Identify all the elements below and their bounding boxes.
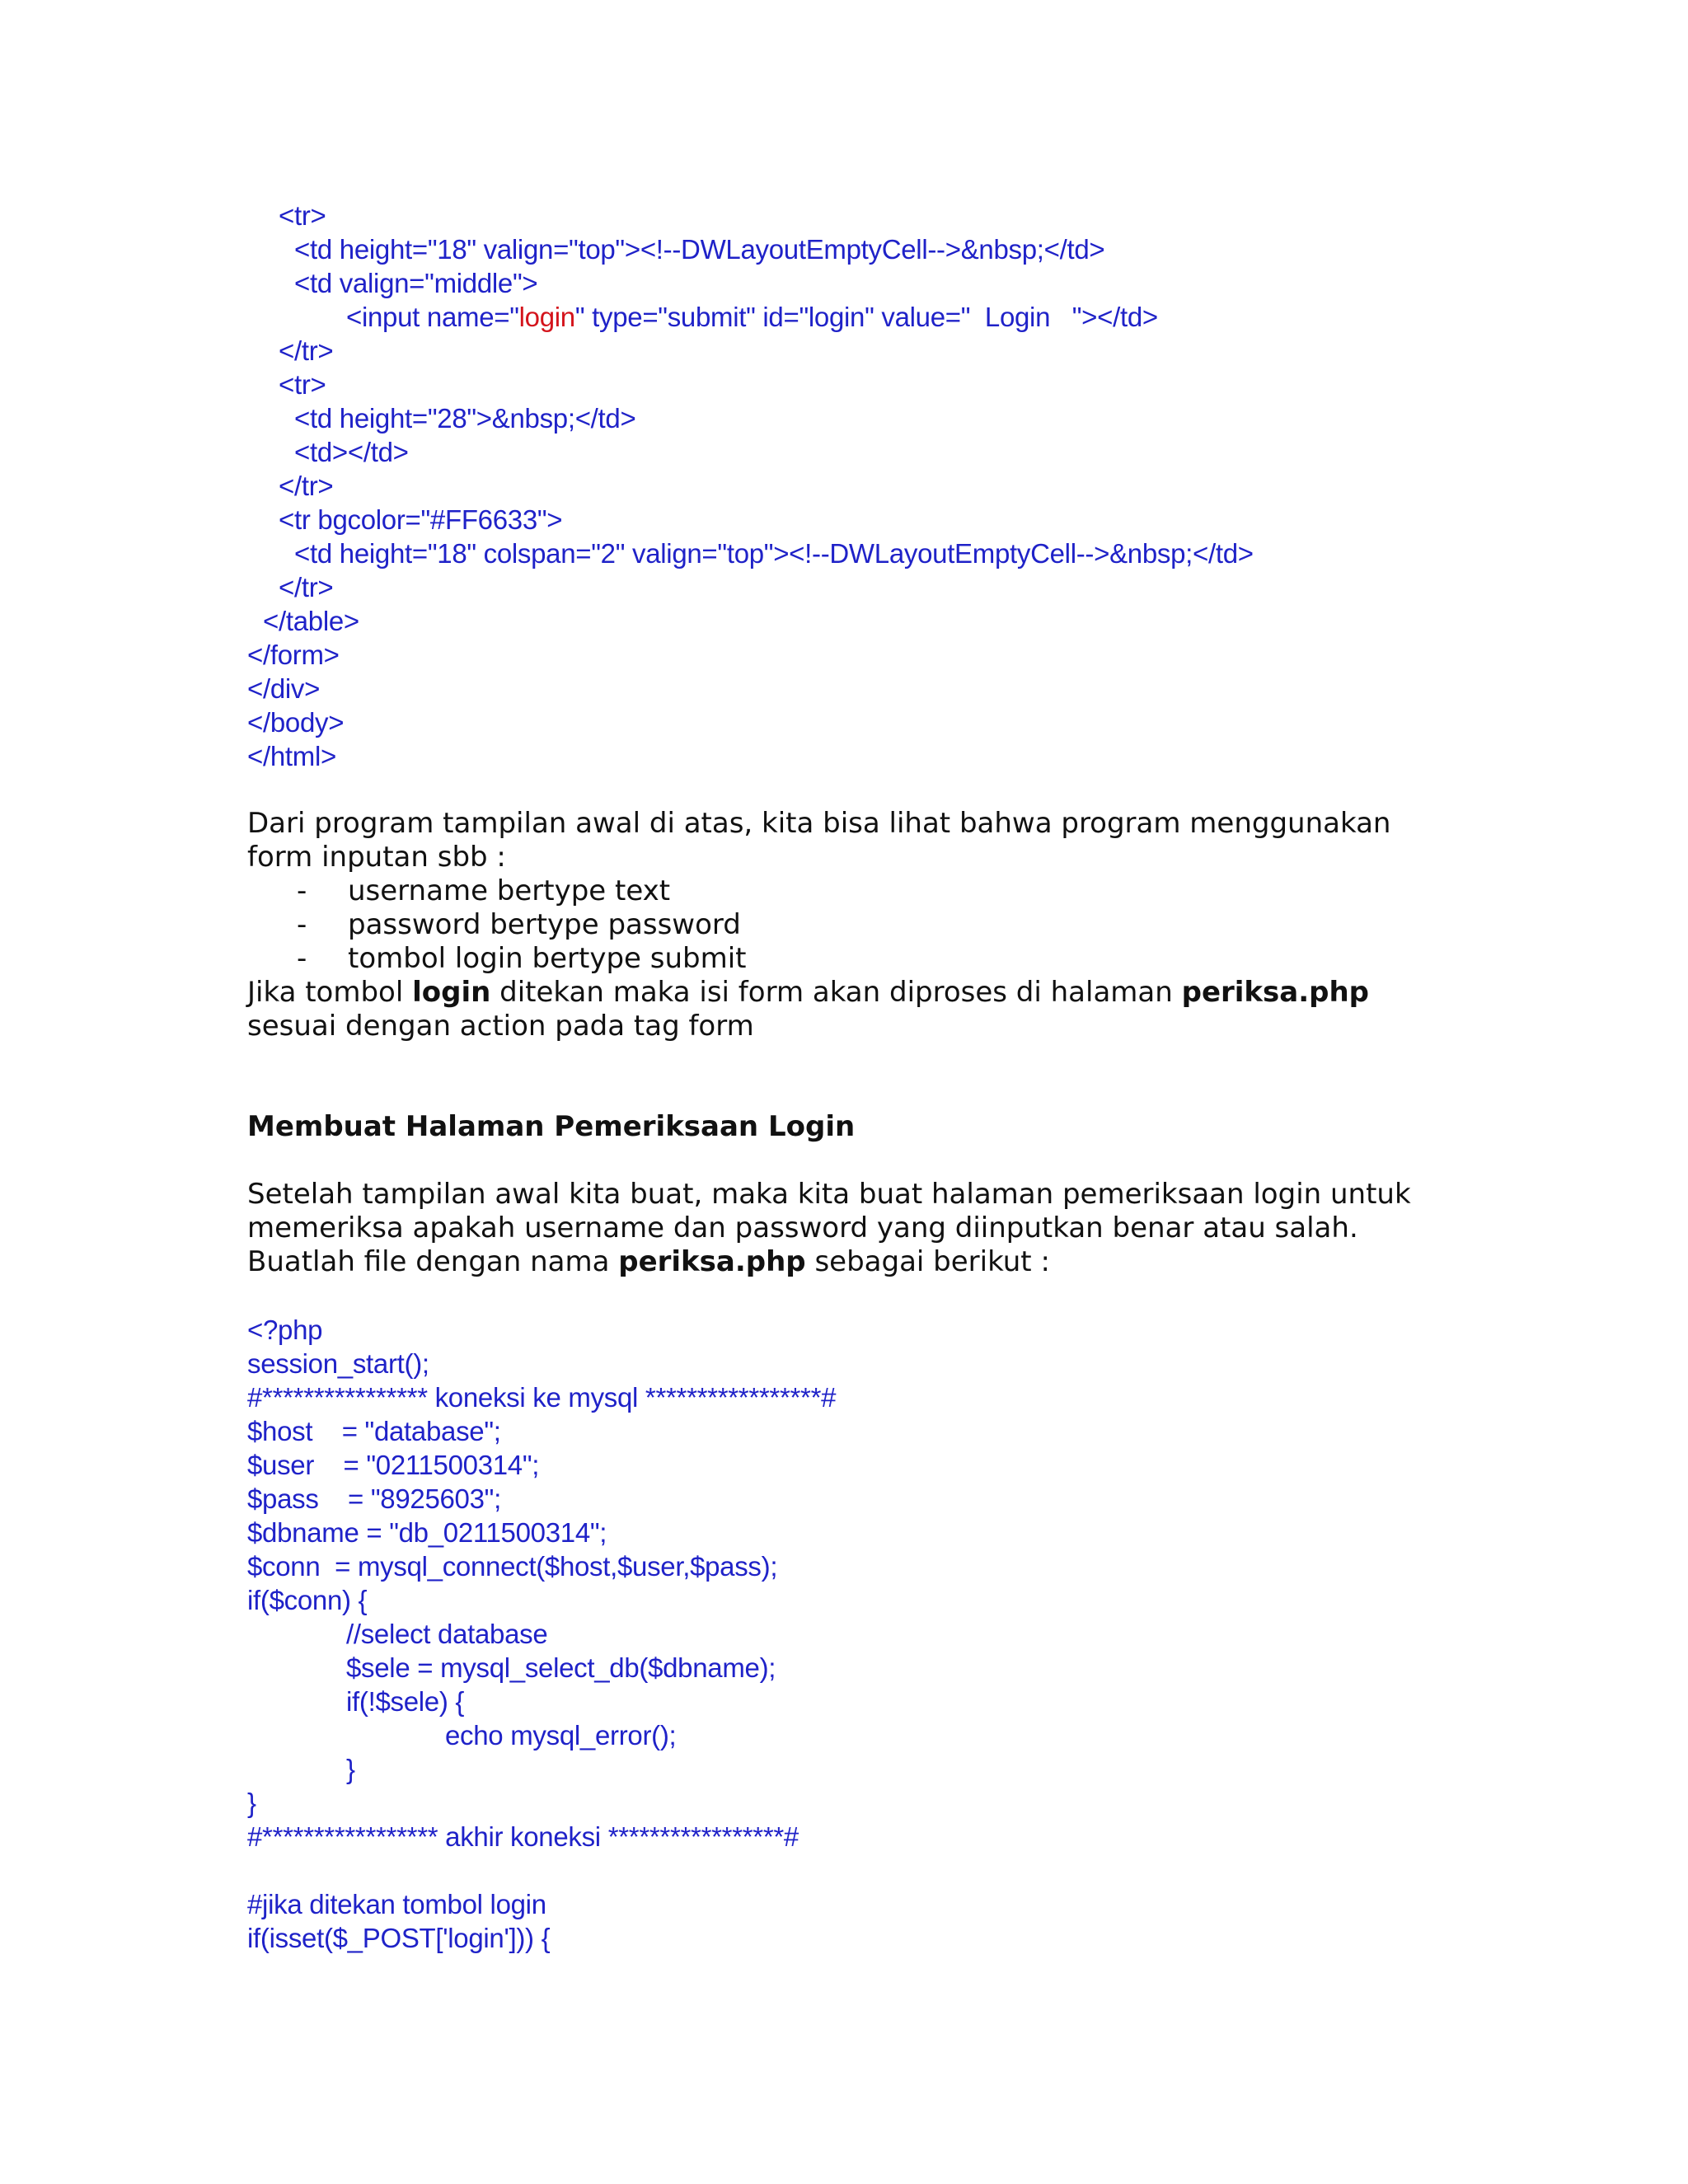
bullet-item: password bertype password: [348, 908, 741, 941]
code-line: #jika ditekan tombol login: [247, 1889, 546, 1919]
code-line: <?php: [247, 1315, 323, 1345]
text: sebagai berikut :: [805, 1245, 1050, 1278]
bold-text: login: [412, 976, 491, 1009]
bullet-item: tombol login bertype submit: [348, 942, 747, 975]
paragraph-line: Setelah tampilan awal kita buat, maka kita buat halaman pemeriksaan login untuk: [247, 1178, 1411, 1211]
code-line: </html>: [247, 741, 336, 771]
code-highlight: login: [518, 302, 575, 332]
code-line: $dbname = "db_0211500314";: [247, 1517, 607, 1548]
code-line: #***************** akhir koneksi *****************#: [247, 1821, 799, 1852]
code-line: $host = "database";: [247, 1416, 501, 1446]
paragraph-line: [247, 976, 1369, 1010]
bullet-marker: -: [297, 942, 307, 975]
text: ditekan maka isi form akan diproses di halaman: [490, 976, 1182, 1009]
paragraph-line: [247, 1245, 1050, 1279]
bullet-marker: -: [297, 908, 307, 941]
code-line: $user = "0211500314";: [247, 1450, 540, 1480]
bullet-item: username bertype text: [348, 874, 671, 907]
code-line: <td height="28">&nbsp;</td>: [294, 403, 636, 434]
code-line: <tr bgcolor="#FF6633">: [279, 504, 563, 535]
code-line: if(isset($_POST['login'])) {: [247, 1923, 551, 1953]
bold-text: periksa.php: [1181, 976, 1370, 1009]
text: Buatlah file dengan nama: [247, 1245, 619, 1278]
code-line: #**************** koneksi ke mysql *****************#: [247, 1382, 837, 1413]
code-line: <td valign="middle">: [294, 268, 538, 298]
paragraph-line: Dari program tampilan awal di atas, kita bisa lihat bahwa program menggunakan: [247, 807, 1391, 840]
code-line: </tr>: [279, 471, 334, 501]
bullet-marker: -: [297, 874, 307, 907]
code-line: echo mysql_error();: [445, 1720, 677, 1750]
code-line: <td height="18" colspan="2" valign="top"><!--DWLayoutEmptyCell-->&nbsp;</td>: [294, 538, 1254, 569]
code-line: <td></td>: [294, 437, 409, 467]
code-line: if($conn) {: [247, 1585, 368, 1615]
code-line: <td height="18" valign="top"><!--DWLayoutEmptyCell-->&nbsp;</td>: [294, 234, 1105, 265]
text: Jika tombol: [247, 976, 413, 1009]
code-line: </tr>: [279, 335, 334, 366]
code-line: </body>: [247, 707, 345, 738]
code-line: <tr>: [279, 200, 326, 231]
paragraph-line: sesuai dengan action pada tag form: [247, 1010, 754, 1043]
code-line: </table>: [263, 606, 359, 636]
code-line: $conn = mysql_connect($host,$user,$pass);: [247, 1551, 778, 1582]
paragraph-line: form inputan sbb :: [247, 841, 506, 874]
code-line: $sele = mysql_select_db($dbname);: [346, 1652, 776, 1683]
code-line: <tr>: [279, 369, 326, 400]
section-heading: Membuat Halaman Pemeriksaan Login: [247, 1110, 856, 1143]
code-line: </div>: [247, 673, 321, 704]
code-line: //select database: [346, 1619, 548, 1649]
code-line: </tr>: [279, 572, 334, 602]
paragraph-line: memeriksa apakah username dan password yang diinputkan benar atau salah.: [247, 1212, 1358, 1244]
code-line: $pass = "8925603";: [247, 1483, 501, 1514]
code-line: </form>: [247, 640, 340, 670]
code-text: " type="submit" id="login" value=" Login "></td>: [574, 302, 1158, 332]
code-line: session_start();: [247, 1348, 429, 1379]
bold-text: periksa.php: [618, 1245, 806, 1278]
code-text: <input name=": [346, 302, 519, 332]
code-line: if(!$sele) {: [346, 1686, 465, 1717]
code-line: }: [247, 1788, 256, 1818]
code-line-input: [346, 300, 1158, 334]
code-line: }: [346, 1754, 355, 1784]
